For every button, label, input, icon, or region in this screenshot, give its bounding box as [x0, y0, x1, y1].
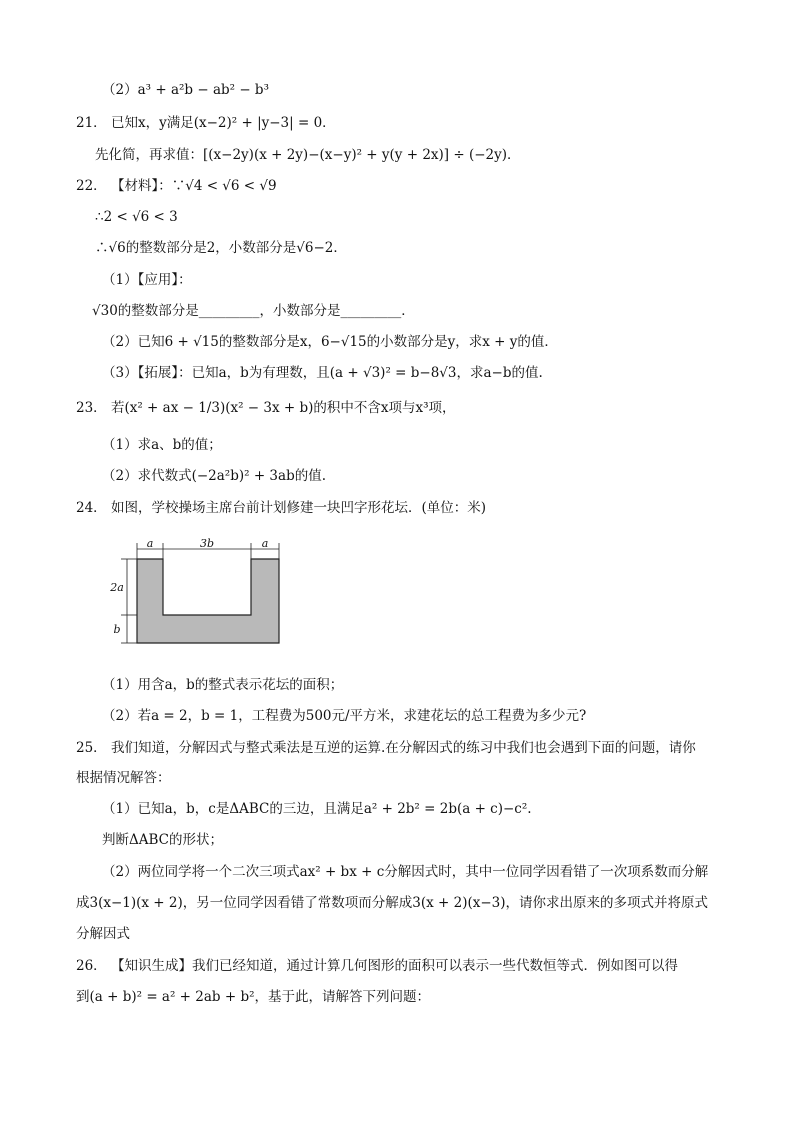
label-a-left: a	[146, 537, 154, 550]
label-a-right: a	[261, 537, 269, 550]
q23-stem: 23． 若(x² + ax − 1/3)(x² − 3x + b)的积中不含x项与x³项，	[76, 400, 456, 416]
q25-part2: （2）两位同学将一个二次三项式ax² + bx + c分解因式时，其中一位同学因看错了一次项系数而分解	[102, 864, 709, 880]
flowerbed-shape	[137, 559, 279, 643]
flowerbed-diagram	[105, 535, 295, 655]
q20-part2: （2）a³ + a²b − ab² − b³	[102, 82, 269, 98]
q22-part2: （2）已知6 + √15的整数部分是x，6−√15的小数部分是y，求x + y的值．	[102, 334, 558, 350]
q25-part2-cont: 成3(x−1)(x + 2)，另一位同学因看错了常数项而分解成3(x + 2)(x−3)，请你求出原来的多项式并将原式	[76, 895, 709, 911]
q25-stem-cont: 根据情况解答：	[76, 770, 171, 786]
label-b: b	[113, 623, 121, 636]
q22-step2: ∴√6的整数部分是2，小数部分是√6−2．	[95, 240, 347, 256]
q25-stem: 25． 我们知道，分解因式与整式乘法是互逆的运算.在分解因式的练习中我们也会遇到下面的问题，请你	[76, 740, 696, 756]
q26-stem: 26． 【知识生成】我们已经知道，通过计算几何图形的面积可以表示一些代数恒等式．例如图可以得	[76, 958, 678, 974]
q25-part2-end: 分解因式	[76, 926, 130, 942]
label-2a: 2a	[110, 581, 124, 594]
q21-task: 先化简，再求值：[(x−2y)(x + 2y)−(x−y)² + y(y + 2x)] ÷ (−2y)．	[95, 147, 521, 163]
q23-part1: （1）求a、b的值；	[102, 437, 222, 453]
q22-part1: √30的整数部分是_________，小数部分是_________．	[92, 303, 415, 319]
q23-part2: （2）求代数式(−2a²b)² + 3ab的值.	[102, 468, 327, 484]
q21-stem: 21． 已知x，y满足(x−2)² + |y−3| = 0．	[76, 115, 336, 131]
q22-material: 22． 【材料】：∵√4 < √6 < √9	[76, 178, 277, 194]
q26-stem-cont: 到(a + b)² = a² + 2ab + b²，基于此，请解答下列问题：	[76, 989, 431, 1005]
q22-part1-heading: （1）【应用】：	[102, 272, 192, 288]
label-3b: 3b	[199, 537, 215, 550]
q24-part1: （1）用含a，b的整式表示花坛的面积；	[102, 677, 344, 693]
q22-part3: （3）【拓展】：已知a，b为有理数，且(a + √3)² = b−8√3，求a−b的值.	[102, 365, 543, 381]
q24-part2: （2）若a = 2，b = 1，工程费为500元/平方米，求建花坛的总工程费为多少元?	[102, 708, 587, 724]
q24-stem: 24． 如图，学校操场主席台前计划修建一块凹字形花坛．(单位：米)	[76, 500, 487, 516]
q25-part1: （1）已知a，b，c是ΔABC的三边，且满足a² + 2b² = 2b(a + c)−c².	[102, 801, 532, 817]
q25-part1-task: 判断ΔABC的形状；	[102, 832, 223, 848]
q22-step1: ∴2 < √6 < 3	[95, 209, 178, 225]
